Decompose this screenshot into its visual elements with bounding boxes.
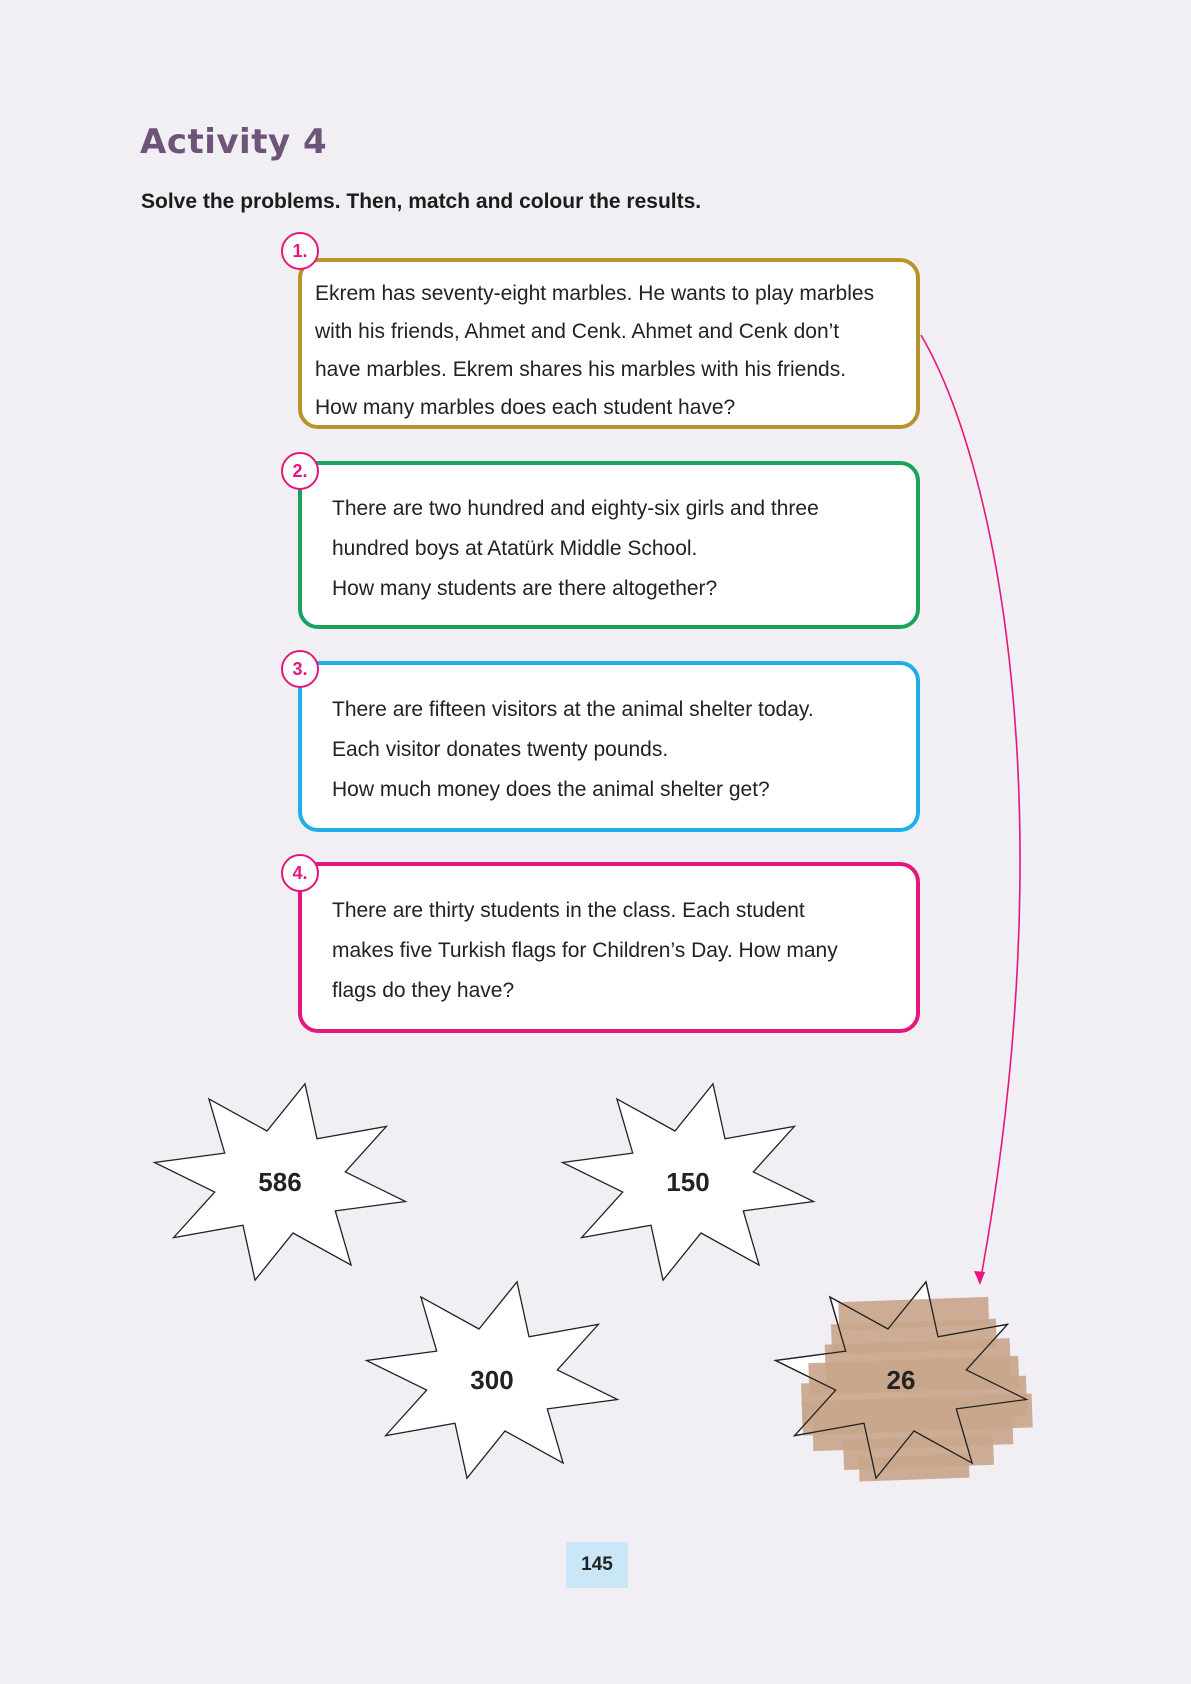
problem-box-2 xyxy=(298,461,920,629)
problem-box-3 xyxy=(298,661,920,832)
problem-1-line: have marbles. Ekrem shares his marbles with his friends. xyxy=(315,358,847,381)
problem-1-line: How many marbles does each student have? xyxy=(315,396,736,419)
activity-title: Activity 4 xyxy=(140,122,328,162)
problem-2-line: How many students are there altogether? xyxy=(332,577,718,600)
result-star-300[interactable] xyxy=(362,1280,622,1480)
problem-box-1 xyxy=(298,258,920,429)
problem-3-line: How much money does the animal shelter get? xyxy=(332,778,770,801)
problem-2-line: There are two hundred and eighty-six girls and three xyxy=(332,497,819,520)
problem-number-badge-4: 4. xyxy=(281,854,319,892)
problem-3-line: Each visitor donates twenty pounds. xyxy=(332,738,669,761)
result-star-586[interactable] xyxy=(150,1082,410,1282)
problem-1-line: Ekrem has seventy-eight marbles. He wants to play marbles xyxy=(315,282,875,305)
problem-2-line: hundred boys at Atatürk Middle School. xyxy=(332,537,698,560)
problem-box-4 xyxy=(298,862,920,1033)
page-number: 145 xyxy=(566,1542,628,1588)
problem-4-line: flags do they have? xyxy=(332,979,515,1002)
result-value: 300 xyxy=(470,1364,514,1395)
result-star-26[interactable] xyxy=(771,1280,1031,1480)
instruction-text: Solve the problems. Then, match and colour the results. xyxy=(141,190,702,213)
problem-number-badge-1: 1. xyxy=(281,232,319,270)
problem-number-badge-2: 2. xyxy=(281,452,319,490)
result-value: 586 xyxy=(258,1166,302,1197)
problem-1-line: with his friends, Ahmet and Cenk. Ahmet and Cenk don’t xyxy=(315,320,840,343)
result-value: 26 xyxy=(886,1364,916,1395)
result-star-150[interactable] xyxy=(558,1082,818,1282)
problem-3-line: There are fifteen visitors at the animal shelter today. xyxy=(332,698,814,721)
problem-4-line: makes five Turkish flags for Children’s Day. How many xyxy=(332,939,838,962)
result-value: 150 xyxy=(666,1166,710,1197)
problem-number-badge-3: 3. xyxy=(281,650,319,688)
problem-4-line: There are thirty students in the class. Each student xyxy=(332,899,805,922)
